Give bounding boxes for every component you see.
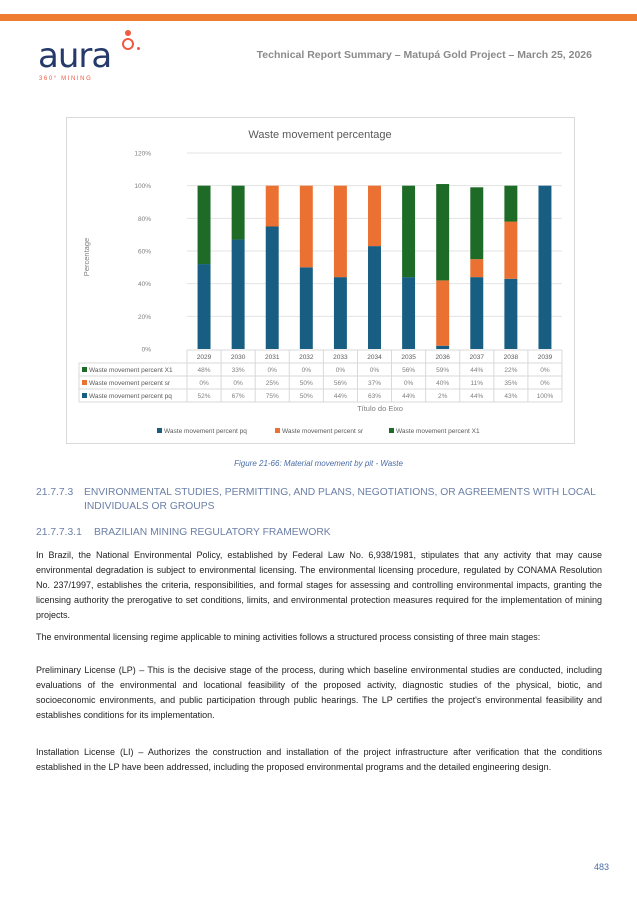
y-axis-label: Percentage — [82, 237, 91, 277]
logo-dot-icon — [125, 30, 131, 36]
data-table-cell: 44% — [470, 367, 484, 374]
paragraph: Preliminary License (LP) – This is the decisive stage of the process, during which baseline environmental studies are conducted, including evaluations of the environmental and locational feasibility of the proposed activity, diagnostic studies of the physical, biotic, and socioeconomic environments, and public participation through public hearings. The LP certifies the project's environmental feasibility and establishes conditions for its implementation. — [36, 665, 602, 720]
data-table-cell: 0% — [540, 367, 550, 374]
header-accent-bar — [0, 14, 637, 21]
legend-key-icon — [82, 380, 87, 385]
data-table-cell: 56% — [333, 380, 347, 387]
data-table-cell: 48% — [197, 367, 211, 374]
aura-logo — [38, 30, 158, 90]
bar-segment — [232, 240, 245, 349]
h3-number: 21.7.7.3 — [36, 487, 74, 498]
data-table-cell: 44% — [333, 393, 347, 400]
bar-segment — [436, 346, 449, 349]
data-table-cell: 50% — [299, 380, 313, 387]
legend-key-icon — [82, 393, 87, 398]
y-tick-label: 20% — [137, 313, 151, 321]
bar-segment — [470, 259, 483, 277]
x-tick-label: 2037 — [469, 354, 485, 361]
section-heading-h4 — [36, 527, 331, 538]
x-tick-label: 2039 — [537, 354, 553, 361]
bar-segment — [368, 186, 381, 246]
bar-segment — [334, 186, 347, 277]
data-table-cell: 59% — [436, 367, 450, 374]
x-tick-label: 2032 — [299, 354, 314, 361]
bar-segment — [232, 186, 245, 240]
bar-segment — [368, 246, 381, 349]
bar-segment — [402, 186, 415, 277]
data-table-cell: 75% — [265, 393, 279, 400]
x-tick-label: 2030 — [230, 354, 246, 361]
logo-wordmark: aura — [38, 36, 112, 76]
paragraph: In Brazil, the National Environmental Policy, established by Federal Law No. 6,938/1981, stipulates that any activity that may cause environmental degradation is subject to environmental licensing. The environmental licensing procedure, regulated by CONAMA Resolution No. 237/1997, establishes the criteria, responsibilities, and formal stages for assessing and controlling environmental impacts, granting the licensing authority the prerogative to set conditions, limits, and environmental protection measures required for the implementation of mining projects. — [36, 550, 602, 620]
data-table-cell: 52% — [197, 393, 211, 400]
legend-entry: Waste movement percent pq — [164, 428, 247, 435]
bar-segment — [266, 227, 279, 350]
data-table-cell: 100% — [536, 393, 554, 400]
bar-segment — [436, 184, 449, 280]
data-table-cell: 50% — [299, 393, 313, 400]
paragraph: The environmental licensing regime applicable to mining activities follows a structured process consisting of three main stages: — [36, 632, 541, 642]
y-tick-label: 0% — [141, 346, 151, 354]
legend-key-icon — [82, 367, 87, 372]
bar-segment — [504, 222, 517, 279]
figure-caption: Figure 21-66: Material movement by pit - Waste — [234, 459, 403, 468]
bar-segment — [504, 186, 517, 222]
data-table-cell: 0% — [403, 380, 414, 387]
bar-segment — [402, 277, 415, 349]
bar-segment — [436, 280, 449, 345]
data-table-cell: 0% — [540, 380, 550, 387]
logo-small-dot-icon — [137, 47, 140, 50]
bar-segment — [198, 264, 211, 349]
data-table-cell: 63% — [367, 393, 382, 400]
x-axis-label: Título do Eixo — [357, 404, 403, 413]
x-tick-label: 2031 — [264, 354, 280, 361]
x-tick-label: 2034 — [367, 354, 382, 361]
data-table-cell: 0% — [199, 380, 209, 387]
y-tick-label: 100% — [134, 183, 151, 191]
data-table-cell: 22% — [504, 367, 518, 374]
data-table-cell: 0% — [301, 367, 312, 374]
data-table-cell: 11% — [470, 380, 484, 387]
data-table-cell: 0% — [267, 367, 277, 374]
bar-segment — [538, 186, 551, 349]
data-table-cell: 44% — [402, 393, 416, 400]
bar-segment — [266, 186, 279, 227]
chart-title: Waste movement percentage — [248, 129, 392, 141]
data-table-cell: 67% — [231, 393, 245, 400]
h3-title-line1: ENVIRONMENTAL STUDIES, PERMITTING, AND PLANS, NEGOTIATIONS, OR AGREEMENTS WITH LOCAL — [84, 487, 596, 498]
logo-ring-icon — [122, 38, 134, 50]
h4-title: BRAZILIAN MINING REGULATORY FRAMEWORK — [94, 527, 331, 538]
data-table-cell: 33% — [231, 367, 245, 374]
h3-title-line2: INDIVIDUALS OR GROUPS — [84, 501, 215, 512]
chart-frame — [66, 117, 575, 444]
data-table-cell: 56% — [402, 367, 416, 374]
y-tick-label: 80% — [137, 215, 151, 223]
x-tick-label: 2038 — [503, 354, 519, 361]
y-tick-label: 60% — [137, 248, 151, 256]
bar-segment — [470, 277, 483, 349]
data-table-cell: 37% — [367, 380, 382, 387]
data-table-cell: 40% — [436, 380, 450, 387]
data-table-cell: 0% — [233, 380, 243, 387]
page-number: 483 — [593, 862, 609, 872]
paragraph: Installation License (LI) – Authorizes the construction and installation of the project infrastructure after verification that the conditions established in the LP have been addressed, including the proposed environmental programs and the detailed engineering design. — [36, 747, 602, 772]
y-tick-label: 120% — [134, 150, 151, 158]
waste-movement-chart — [67, 118, 574, 443]
bar-segment — [198, 186, 211, 264]
data-table-cell: 0% — [369, 367, 380, 374]
data-table-cell: 0% — [335, 367, 346, 374]
bar-segment — [300, 186, 313, 268]
h4-number: 21.7.7.3.1 — [36, 527, 82, 538]
x-tick-label: 2029 — [196, 354, 212, 361]
bar-segment — [504, 279, 517, 349]
table-row-label: Waste movement percent pq — [89, 393, 172, 400]
legend-entry: Waste movement percent sr — [282, 428, 364, 435]
bar-segment — [470, 187, 483, 259]
legend-swatch-icon — [389, 428, 394, 433]
x-tick-label: 2035 — [401, 354, 416, 361]
legend-swatch-icon — [275, 428, 280, 433]
x-tick-label: 2036 — [435, 354, 450, 361]
x-tick-label: 2033 — [333, 354, 348, 361]
data-table-cell: 43% — [504, 393, 518, 400]
report-header-title: Technical Report Summary – Matupá Gold Project – March 25, 2026 — [256, 49, 592, 61]
bar-segment — [334, 277, 347, 349]
data-table-cell: 25% — [265, 380, 279, 387]
legend-swatch-icon — [157, 428, 162, 433]
data-table-cell: 35% — [504, 380, 518, 387]
bar-segment — [300, 267, 313, 349]
table-row-label: Waste movement percent sr — [89, 380, 171, 387]
logo-subtitle: 360° MINING — [39, 76, 93, 82]
y-tick-label: 40% — [137, 281, 151, 289]
data-table-cell: 2% — [437, 393, 448, 400]
legend-entry: Waste movement percent X1 — [396, 428, 480, 435]
section-heading-h3 — [36, 486, 602, 514]
table-row-label: Waste movement percent X1 — [89, 367, 173, 374]
data-table-cell: 44% — [470, 393, 484, 400]
